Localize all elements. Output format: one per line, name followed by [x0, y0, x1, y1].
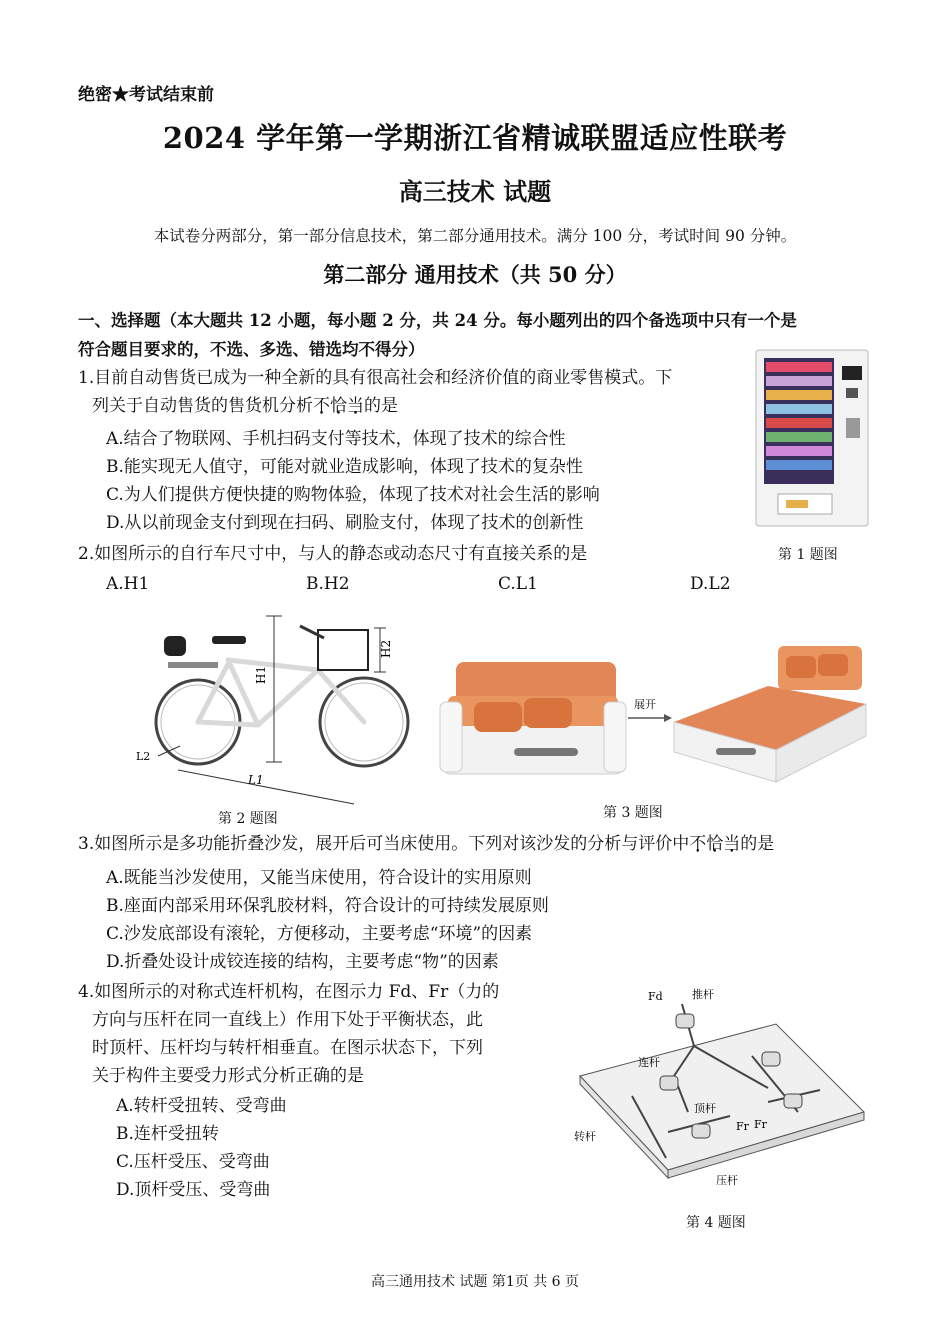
q4-option-c: C.压杆受压、受弯曲 — [116, 1152, 270, 1172]
label-l1: L1 — [248, 773, 264, 787]
expand-arrow — [628, 698, 672, 722]
part-heading: 第二部分 通用技术（共 50 分） — [323, 262, 627, 287]
label-h1: H1 — [254, 665, 268, 684]
q3-stem-pre: 3.如图所示是多功能折叠沙发，展开后可当床使用。下列对该沙发的分析与评价中 — [78, 834, 690, 854]
sofa-expanded — [674, 646, 866, 782]
q2-option-a: A.H1 — [106, 574, 150, 594]
q3-options — [106, 864, 549, 976]
q3-option-d: D.折叠处设计成铰连接的结构，主要考虑“物”的因素 — [106, 952, 499, 972]
q4-line-3: 时顶杆、压杆均与转杆相垂直。在图示状态下，下列 — [92, 1038, 483, 1058]
q1-emphasis-char: 恰 — [330, 396, 347, 416]
q4-caption: 第 4 题图 — [686, 1215, 746, 1231]
label-top-rod: 顶杆 — [694, 1102, 716, 1115]
label-fr-right: Fr — [754, 1118, 767, 1131]
exam-title: 2024 学年第一学期浙江省精诚联盟适应性联考 — [162, 121, 788, 155]
sofa-figure — [438, 632, 878, 792]
q1-option-d: D.从以前现金支付到现在扫码、刷脸支付，体现了技术的创新性 — [106, 513, 584, 533]
q1-line-1: 1.目前自动售货已成为一种全新的具有很高社会和经济价值的商业零售模式。下 — [78, 368, 673, 388]
rear-rack — [168, 662, 218, 668]
q1-caption: 第 1 题图 — [778, 547, 838, 563]
section-line-2: 符合题目要求的，不选、多选、错选均不得分） — [78, 340, 425, 359]
q4-options — [116, 1092, 287, 1204]
page-footer: 高三通用技术 试题 第1页 共 6 页 — [370, 1274, 580, 1290]
question-2-stem: 2.如图所示的自行车尺寸中，与人的静态或动态尺寸有直接关系的是 — [78, 544, 588, 564]
q2-caption: 第 2 题图 — [218, 811, 278, 827]
bicycle-wheels — [156, 678, 408, 766]
q1-option-a: A.结合了物联网、手机扫码支付等技术，体现了技术的综合性 — [106, 429, 566, 449]
vending-machine-figure — [752, 348, 872, 530]
bicycle-figure — [128, 600, 426, 806]
q2-option-c: C.L1 — [498, 574, 538, 594]
question-4-stem — [78, 978, 548, 1090]
question-1-stem — [78, 364, 748, 420]
sofa-folded — [440, 662, 626, 774]
q4-line-1: 4.如图所示的对称式连杆机构，在图示力 Fd、Fr（力的 — [78, 982, 500, 1002]
q1-option-b: B.能实现无人值守，可能对就业造成影响，体现了技术的复杂性 — [106, 457, 583, 477]
q1-line-2-pre: 列关于自动售货的售货机分析 — [92, 396, 313, 416]
q1-line-2-post: 的是 — [364, 396, 398, 416]
label-h2: H2 — [379, 639, 393, 658]
confidential-mark: 绝密★考试结束前 — [78, 85, 214, 105]
q4-option-b: B.连杆受扭转 — [116, 1124, 219, 1144]
label-press-rod: 压杆 — [716, 1174, 738, 1187]
bicycle-seat — [212, 636, 246, 644]
q3-option-c: C.沙发底部设有滚轮，方便移动，主要考虑“环境”的因素 — [106, 924, 533, 944]
q3-emphasis-char: 恰 — [706, 834, 724, 854]
q3-emphasis-char: 不 — [689, 834, 707, 854]
question-3-stem — [78, 830, 774, 858]
arrow-label: 展开 — [634, 698, 656, 711]
q1-options — [106, 425, 600, 537]
linkage-mechanism-figure — [572, 984, 872, 1194]
exam-intro: 本试卷分两部分，第一部分信息技术，第二部分通用技术。满分 100 分，考试时间 90 分钟。 — [153, 227, 797, 245]
q4-line-4: 关于构件主要受力形式分析正确的是 — [92, 1066, 364, 1086]
q3-stem-post: 的是 — [740, 834, 775, 854]
q3-option-b: B.座面内部采用环保乳胶材料，符合设计的可持续发展原则 — [106, 896, 549, 916]
label-fd: Fd — [648, 990, 663, 1003]
label-rotating-rod: 转杆 — [574, 1130, 596, 1143]
q3-caption: 第 3 题图 — [603, 805, 663, 821]
q1-emphasis-char: 当 — [347, 396, 364, 416]
q2-option-d: D.L2 — [690, 574, 731, 594]
section-line-1: 一、选择题（本大题共 12 小题，每小题 2 分，共 24 分。每小题列出的四个备选项中只有一个是 — [78, 311, 797, 330]
label-fr-left: Fr — [736, 1120, 749, 1133]
rear-seat-back — [164, 636, 186, 656]
q3-option-a: A.既能当沙发使用，又能当床使用，符合设计的实用原则 — [106, 868, 532, 888]
label-link-rod: 连杆 — [638, 1056, 660, 1069]
q4-line-2: 方向与压杆在同一直线上）作用下处于平衡状态，此 — [92, 1010, 483, 1030]
front-basket — [318, 630, 368, 670]
q4-option-d: D.顶杆受压、受弯曲 — [116, 1180, 271, 1200]
q4-option-a: A.转杆受扭转、受弯曲 — [116, 1096, 287, 1116]
q2-option-b: B.H2 — [306, 574, 350, 594]
q1-line-2 — [78, 392, 748, 420]
q1-emphasis-char: 不 — [313, 396, 330, 416]
label-push-rod: 推杆 — [692, 988, 714, 1001]
label-l2: L2 — [136, 750, 151, 763]
q3-emphasis-char: 当 — [723, 834, 741, 854]
exam-subtitle: 高三技术 试题 — [398, 177, 552, 206]
q1-option-c: C.为人们提供方便快捷的购物体验，体现了技术对社会生活的影响 — [106, 485, 600, 505]
